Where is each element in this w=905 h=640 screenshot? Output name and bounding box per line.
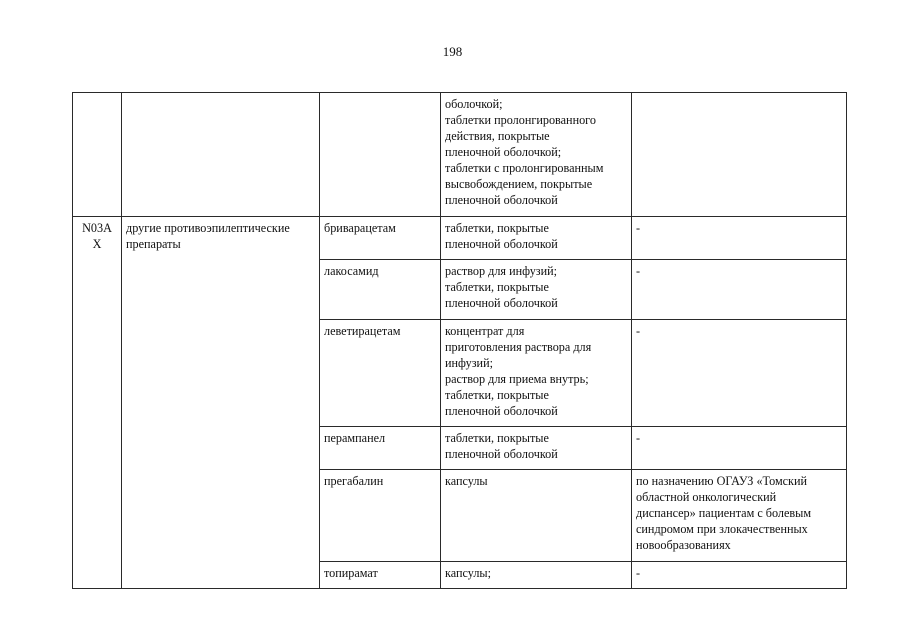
dosage-form-line: высвобождением, покрытые <box>445 177 593 191</box>
dosage-form-line: приготовления раствора для <box>445 340 592 354</box>
dosage-form-line: капсулы; <box>445 566 491 580</box>
drug-name-cell: перампанел <box>320 427 441 470</box>
group-name-cell <box>122 93 320 217</box>
note-cell <box>632 320 847 427</box>
dosage-forms-cell <box>441 427 632 470</box>
drug-name-cell: бриварацетам <box>320 217 441 260</box>
group-name-cell <box>122 217 320 589</box>
note-cell <box>632 217 847 260</box>
note-line: новообразованиях <box>636 538 731 552</box>
dosage-form-line: действия, покрытые <box>445 129 550 143</box>
atc-code-cell <box>73 217 122 589</box>
atc-code-line: X <box>92 237 102 251</box>
note-line: - <box>636 324 641 338</box>
dosage-forms-cell <box>441 260 632 320</box>
note-line: областной онкологический <box>636 490 777 504</box>
drug-name-cell: прегабалин <box>320 470 441 562</box>
group-name-line: другие противоэпилептические <box>126 221 290 235</box>
note-line: - <box>636 566 641 580</box>
note-line: - <box>636 221 641 235</box>
dosage-form-line: оболочкой; <box>445 97 503 111</box>
note-cell <box>632 427 847 470</box>
atc-code-cell <box>73 93 122 217</box>
note-cell <box>632 562 847 589</box>
page-number: 198 <box>442 44 463 59</box>
dosage-forms-cell <box>441 217 632 260</box>
table-row <box>73 93 847 217</box>
dosage-form-line: пленочной оболочкой <box>445 404 558 418</box>
drug-name-cell <box>320 93 441 217</box>
dosage-forms-cell <box>441 470 632 562</box>
note-cell <box>632 470 847 562</box>
note-line: синдромом при злокачественных <box>636 522 808 536</box>
drug-table <box>72 92 847 589</box>
dosage-forms-cell <box>441 93 632 217</box>
note-line: по назначению ОГАУЗ «Томский <box>636 474 808 488</box>
table-row <box>73 217 847 260</box>
dosage-form-line: пленочной оболочкой <box>445 237 558 251</box>
dosage-form-line: таблетки пролонгированного <box>445 113 596 127</box>
dosage-form-line: пленочной оболочкой; <box>445 145 562 159</box>
atc-code-line: N03A <box>82 221 112 235</box>
group-name-line: препараты <box>126 237 181 251</box>
dosage-form-line: таблетки, покрытые <box>445 280 549 294</box>
dosage-form-line: пленочной оболочкой <box>445 193 558 207</box>
dosage-forms-cell <box>441 320 632 427</box>
dosage-form-line: таблетки, покрытые <box>445 431 549 445</box>
note-cell <box>632 93 847 217</box>
dosage-form-line: таблетки, покрытые <box>445 388 549 402</box>
drug-name-cell: леветирацетам <box>320 320 441 427</box>
drug-name-cell: топирамат <box>320 562 441 589</box>
dosage-form-line: таблетки с пролонгированным <box>445 161 604 175</box>
drug-name-cell: лакосамид <box>320 260 441 320</box>
dosage-form-line: раствор для инфузий; <box>445 264 558 278</box>
dosage-form-line: таблетки, покрытые <box>445 221 549 235</box>
dosage-form-line: инфузий; <box>445 356 493 370</box>
dosage-form-line: пленочной оболочкой <box>445 296 558 310</box>
dosage-forms-cell <box>441 562 632 589</box>
note-cell <box>632 260 847 320</box>
dosage-form-line: капсулы <box>445 474 488 488</box>
note-line: - <box>636 264 641 278</box>
dosage-form-line: раствор для приема внутрь; <box>445 372 589 386</box>
dosage-form-line: пленочной оболочкой <box>445 447 558 461</box>
dosage-form-line: концентрат для <box>445 324 525 338</box>
note-line: - <box>636 431 641 445</box>
note-line: диспансер» пациентам с болевым <box>636 506 812 520</box>
